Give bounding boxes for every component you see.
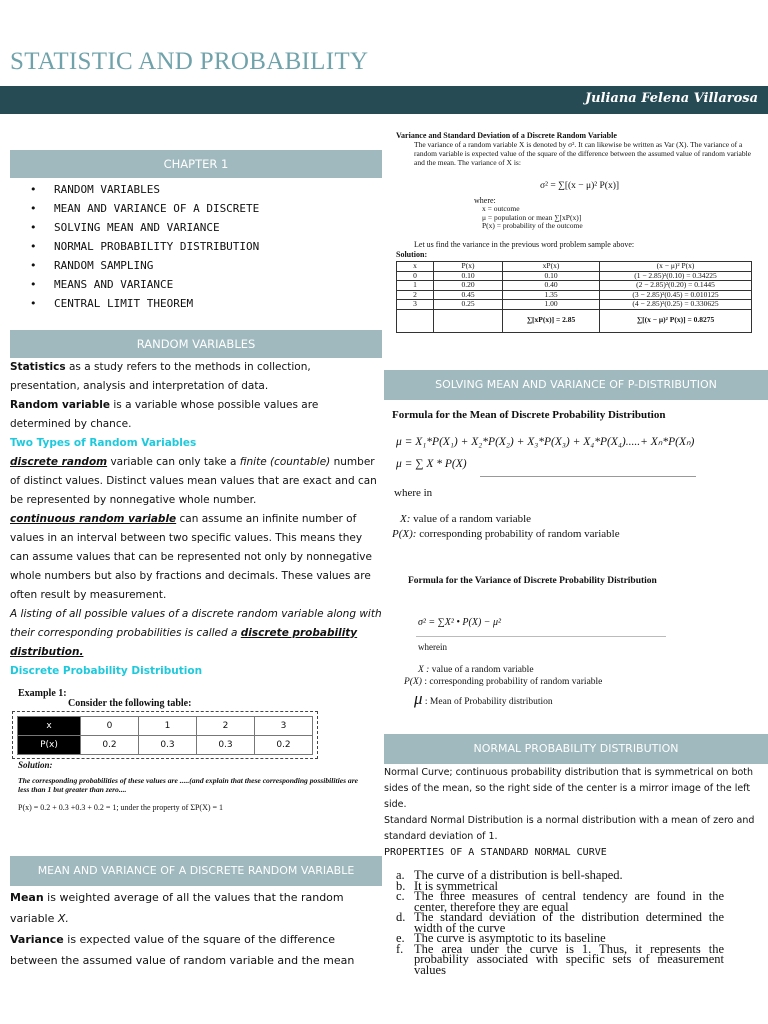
chapter-list — [30, 180, 259, 313]
table-row — [397, 309, 752, 332]
mean-formula-sum: μ = ∑ X * P(X) — [396, 458, 467, 470]
random-variable-definition — [10, 396, 382, 434]
types-heading: Two Types of Random Variables — [10, 437, 197, 449]
table-cell: 0 — [397, 271, 434, 281]
table-cell: 0.40 — [503, 281, 600, 291]
variance-solution-label: Solution: — [396, 250, 428, 259]
item-letter: d. — [396, 910, 406, 924]
list-item: P(x) = probability of the outcome — [482, 221, 583, 230]
table-cell: ∑[xP(x)] = 2.85 — [503, 309, 600, 332]
term: discrete random — [10, 456, 108, 468]
definition: can assume an infinite number of values in an interval between two specific values. This means they can assume values that can be represented not only by nonnegative whole numbers but also by fractions and decimals. These values are often result by measurement. — [10, 513, 372, 601]
variance-formula-title: Formula for the Variance of Discrete Probability Distribution — [408, 576, 657, 586]
list-item: • MEAN AND VARIANCE OF A DISCRETE — [30, 199, 259, 218]
list-item — [384, 912, 724, 933]
item-text: The standard deviation of the distribution determined the width of the curve — [414, 910, 724, 935]
definition: : Mean of Probability distribution — [424, 697, 553, 707]
def-x — [400, 513, 531, 525]
example-table-frame — [12, 711, 318, 759]
list-item: x = outcome — [482, 204, 520, 213]
table-cell: 0.3 — [139, 736, 197, 755]
mean-variance-body — [10, 887, 380, 971]
list-item — [384, 941, 724, 977]
def-v3 — [414, 689, 553, 709]
def-p — [392, 528, 620, 540]
term: Variance — [10, 933, 64, 946]
table-cell: ∑[(x − μ)² P(x)] = 0.8275 — [600, 309, 752, 332]
list-item: • MEANS AND VARIANCE — [30, 275, 259, 294]
definition: : corresponding probability of random variable — [424, 677, 603, 687]
list-item: μ = population or mean ∑[xP(x)] — [482, 212, 582, 222]
term: Statistics — [10, 361, 66, 373]
table-cell: 2 — [397, 290, 434, 300]
table-cell: x — [18, 717, 81, 736]
item-text: It is symmetrical — [414, 878, 499, 893]
def-v1 — [418, 665, 534, 675]
properties-heading: PROPERTIES OF A STANDARD NORMAL CURVE — [384, 847, 607, 858]
term: Random variable — [10, 399, 111, 411]
item-letter: a. — [396, 868, 405, 882]
solution-text: The corresponding probabilities of these values are .....(and explain that these corresponding possibilities are less than 1 but greater than zero.... — [18, 776, 359, 794]
table-header: P(x) — [434, 262, 503, 272]
table-cell: 3 — [397, 300, 434, 310]
item-text: The area under the curve is 1. Thus, it represents the probability associated with specific sets of measurement values — [414, 941, 724, 977]
table-cell: (3 − 2.85)²(0.45) = 0.010125 — [600, 290, 752, 300]
table-header: (x − μ)² P(x) — [600, 262, 752, 272]
where-list — [482, 205, 583, 231]
definition: corresponding probability of random variable — [419, 528, 620, 540]
definition: is a variable whose possible values are determined by chance. — [10, 399, 319, 430]
continuous-definition — [10, 510, 382, 605]
table-cell: 2 — [197, 717, 255, 736]
item-text: The curve of a distribution is bell-shaped. — [414, 868, 623, 882]
table-cell: (2 − 2.85)²(0.20) = 0.1445 — [600, 281, 752, 291]
random-variables-heading: RANDOM VARIABLES — [10, 330, 382, 358]
variance-formula: σ² = ∑[(x − μ)² P(x)] — [540, 181, 620, 191]
standard-normal-definition: Standard Normal Distribution is a normal distribution with a mean of zero and standard deviation of 1. — [384, 815, 755, 842]
list-item — [384, 891, 724, 912]
normal-curve-definition: Normal Curve; continuous probability distribution that is symmetrical on both sides of the mean, so the right side of the center is a mirror image of the left side. — [384, 767, 754, 810]
solution-label: Solution: — [18, 760, 53, 770]
mean-formula-expanded: μ = X₁*P(X₁) + X₂*P(X₂) + X₃*P(X₃) + X₄*P(X₄).....+ Xₙ*P(Xₙ) — [396, 436, 695, 448]
list-item: • SOLVING MEAN AND VARIANCE — [30, 218, 259, 237]
table-cell: 1 — [139, 717, 197, 736]
variance-sd-title: Variance and Standard Deviation of a Discrete Random Variable — [396, 131, 617, 140]
author-bar — [0, 86, 768, 114]
table-cell: P(x) — [18, 736, 81, 755]
emphasis: finite (countable) — [239, 456, 331, 468]
symbol: X: — [400, 513, 411, 525]
table-cell: 0.25 — [434, 300, 503, 310]
table-cell: 1.00 — [503, 300, 600, 310]
definition: value of a random variable — [413, 513, 532, 525]
table-cell: 0.3 — [197, 736, 255, 755]
table-row — [397, 281, 752, 291]
example-label: Example 1: — [18, 688, 67, 699]
list-item: • RANDOM VARIABLES — [30, 180, 259, 199]
mean-definition — [10, 887, 380, 929]
where-in-label: where in — [394, 487, 433, 499]
list-item: • CENTRAL LIMIT THEOREM — [30, 294, 259, 313]
table-cell — [397, 309, 434, 332]
definition: variable can only take a — [107, 456, 240, 468]
table-cell: 0.2 — [255, 736, 313, 755]
table-row — [397, 300, 752, 310]
dpd-heading: Discrete Probability Distribution — [10, 665, 203, 677]
list-item: • RANDOM SAMPLING — [30, 256, 259, 275]
emphasis: X. — [57, 912, 69, 925]
discrete-definition — [10, 453, 382, 510]
table-cell: 3 — [255, 717, 313, 736]
mean-formula-title: Formula for the Mean of Discrete Probability Distribution — [392, 409, 666, 421]
symbol: P(X) — [404, 677, 422, 687]
normal-heading: NORMAL PROBABILITY DISTRIBUTION — [384, 734, 768, 764]
mean-variance-heading: MEAN AND VARIANCE OF A DISCRETE RANDOM VARIABLE — [10, 856, 382, 886]
table-cell: 0 — [81, 717, 139, 736]
formula-divider — [480, 476, 696, 477]
term: continuous random variable — [10, 513, 177, 525]
table-cell: 0.2 — [81, 736, 139, 755]
symbol: X : — [418, 665, 430, 675]
def-v2 — [404, 677, 602, 687]
list-item: • NORMAL PROBABILITY DISTRIBUTION — [30, 237, 259, 256]
example-table — [17, 716, 313, 755]
item-letter: c. — [396, 889, 405, 903]
listing-sentence — [10, 605, 382, 662]
table-header: x — [397, 262, 434, 272]
variance-definition — [10, 929, 380, 971]
term: Mean — [10, 891, 44, 904]
table-cell: 0.10 — [503, 271, 600, 281]
normal-body — [384, 765, 764, 861]
text: A listing of all possible values of a discrete random variable along with their corresponding probabilities is called a — [10, 608, 382, 639]
definition: is expected value of the square of the difference between the assumed value of random variable and the mean — [10, 933, 355, 967]
statistics-definition — [10, 358, 382, 396]
variance-sd-intro: The variance of a random variable X is denoted by σ². It can likewise be written as Var (X). The variance of a random variable is expected value of the square of the difference between the assumed value of random variable and the mean. The variance of X is: — [414, 140, 752, 167]
item-letter: e. — [396, 931, 405, 945]
definition: value of a random variable — [431, 665, 534, 675]
item-text: The three measures of central tendency are found in the center, therefore they are equal — [414, 889, 724, 914]
page-title: STATISTIC AND PROBABILITY — [10, 48, 369, 75]
table-header: xP(x) — [503, 262, 600, 272]
table-cell: 0.45 — [434, 290, 503, 300]
table-cell: 1 — [397, 281, 434, 291]
variance-lead: Let us find the variance in the previous word problem sample above: — [414, 240, 635, 249]
table-cell — [434, 309, 503, 332]
definition: is weighted average of all the values that the random variable — [10, 891, 344, 925]
formula-divider — [416, 636, 666, 637]
table-cell: (1 − 2.85)²(0.10) = 0.34225 — [600, 271, 752, 281]
term: discrete probability distribution. — [10, 627, 358, 658]
wherein-label: wherein — [418, 642, 447, 652]
variance-formula-dpd: σ² = ∑X² • P(X) − μ² — [418, 617, 502, 628]
table-cell: 1.35 — [503, 290, 600, 300]
where-label: where: — [474, 196, 496, 205]
example-caption: Consider the following table: — [68, 698, 192, 709]
properties-list — [384, 870, 724, 975]
author-name: Juliana Felena Villarosa — [584, 91, 758, 106]
sum-line: P(x) = 0.2 + 0.3 +0.3 + 0.2 = 1; under the property of ΣP(X) = 1 — [18, 803, 224, 812]
symbol: μ — [414, 689, 423, 708]
symbol: P(X): — [392, 528, 417, 540]
item-letter: b. — [396, 878, 406, 893]
table-cell: 0.20 — [434, 281, 503, 291]
table-cell: 0.10 — [434, 271, 503, 281]
variance-table — [396, 261, 752, 333]
chapter-heading: CHAPTER 1 — [10, 150, 382, 178]
item-text: The curve is asymptotic to its baseline — [414, 931, 606, 945]
definition: as a study refers to the methods in collection, presentation, analysis and interpretation of data. — [10, 361, 311, 392]
solving-heading: SOLVING MEAN AND VARIANCE OF P-DISTRIBUTION — [384, 370, 768, 400]
table-cell: (4 − 2.85)²(0.25) = 0.330625 — [600, 300, 752, 310]
item-letter: f. — [396, 941, 404, 956]
definition: number of distinct values. Distinct values mean values that are exact and can be represented by nonnegative whole number. — [10, 456, 377, 506]
random-variables-body — [10, 358, 382, 681]
